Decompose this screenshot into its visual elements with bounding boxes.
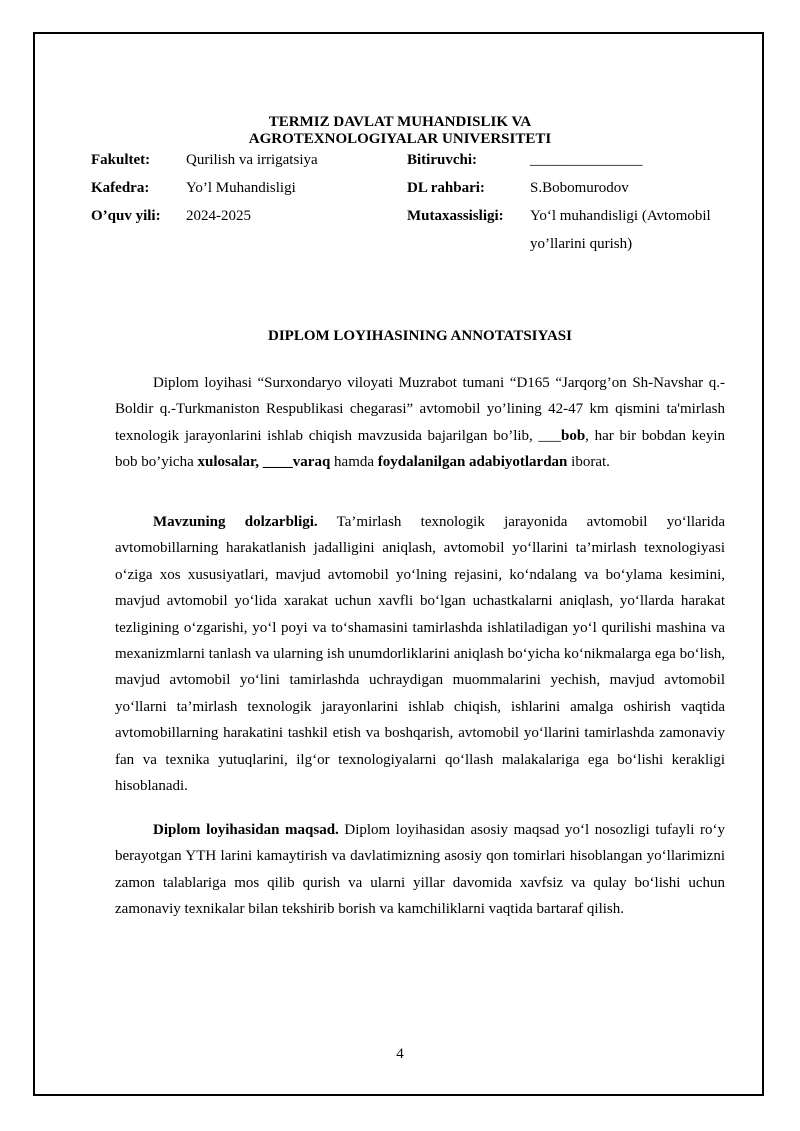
kafedra-value: Yo’l Muhandisligi	[186, 180, 296, 196]
page-number: 4	[396, 1046, 404, 1062]
dl-rahbari-label: DL rahbari:	[407, 180, 485, 196]
intro-text-3: hamda	[330, 454, 378, 471]
intro-text-2: , har bir bobdan keyin bob bo’yicha	[115, 427, 725, 471]
paragraph-relevance	[115, 509, 725, 799]
intro-bold-bob: bob	[560, 427, 586, 444]
paragraph-intro	[115, 370, 725, 476]
goal-text: Diplom loyihasidan asosiy maqsad yo‘l nosozligi tufayli ro‘y berayotgan YTH larini kamaytirish va davlatimizning asosiy qon tomirlari hisoblangan yo‘llarimizni zamon talablariga mos qilib qurish va ularni yillar davomida xavfsiz va qulay bo‘lishi uchun zamonaviy texnikalar bilan tekshirib borish va kamchiliklarni vaqtida bartaraf qilish.	[115, 822, 726, 918]
intro-bold-xulosalar: xulosalar, ____varaq	[197, 454, 331, 471]
oquv-yili-label: O’quv yili:	[91, 208, 161, 224]
section-title: DIPLOM LOYIHASINING ANNOTATSIYASI	[268, 328, 572, 344]
dl-rahbari-value: S.Bobomurodov	[530, 180, 629, 196]
goal-heading: Diplom loyihasidan maqsad.	[153, 822, 339, 838]
oquv-yili-value: 2024-2025	[186, 208, 251, 224]
university-title-line1: TERMIZ DAVLAT MUHANDISLIK VA	[268, 114, 532, 130]
mutaxassisligi-value-line2: yo’llarini qurish)	[530, 236, 633, 252]
bitiruvchi-value: _______________	[530, 152, 643, 168]
mutaxassisligi-value-line1: Yo‘l muhandisligi (Avtomobil	[530, 208, 711, 224]
university-title-line2: AGROTEXNOLOGIYALAR UNIVERSITETI	[248, 131, 552, 147]
intro-text-1: Diplom loyihasi “Surxondaryo viloyati Muzrabot tumani “D165 “Jarqorg’on Sh-Navshar q.-Boldir q.-Turkmaniston Respublikasi chegarasi” avtomobil yo’lining 42-47 km qismini ta'mirlash texnologik jarayonlarini ishlab chiqish mavzusida bajarilgan bo’lib, ___	[115, 375, 725, 444]
bitiruvchi-label: Bitiruvchi:	[407, 152, 477, 168]
relevance-text: Ta’mirlash texnologik jarayonida avtomobil yo‘llarida avtomobillarning harakatlanish jadalligini aniqlash, avtomobil yo‘llarini ta’mirlash texnologiyasi o‘ziga xos xususiyatlari, mavjud avtomobil yo‘lning rejasini, ko‘ndalang va bo‘ylama kesimini, mavjud avtomobil yo‘lida xarakat uchun xavfli bo‘lgan uchastkalarni aniqlash, yo‘llarda harakat tezligining o‘zgarishi, yo‘l poyi va to‘shamasini tamirlashda ishlatiladigan yo‘l qurilishi mashina va mexanizmlarni tanlash va ularning ish unumdorliklarini aniqlash bo‘yicha ko‘nikmalarga ega bo‘lish, mavjud avtomobil yo‘lini tamirlashda uchraydigan muommalarini yechish, mavjud avtomobil yo‘llarni ta’mirlash texnologik jarayonlarini ishlab chiqish, ishlarini amalga oshirish vaqtida avtomobillarning harakatini tashkil etish va boshqarish, avtomobil yo‘llarini tamirlashda zamonaviy fan va texnika yutuqlarini, ilg‘or texnologiyalarni qo‘llash malakalariga ega bo‘lishi kerakligi hisoblanadi.	[115, 514, 726, 795]
paragraph-goal	[115, 817, 725, 923]
fakultet-value: Qurilish va irrigatsiya	[186, 152, 318, 168]
relevance-heading: Mavzuning dolzarbligi.	[153, 514, 318, 530]
university-title	[150, 114, 650, 148]
kafedra-label: Kafedra:	[91, 180, 150, 196]
intro-bold-adabiyotlar: foydalanilgan adabiyotlardan	[377, 454, 568, 471]
intro-text-4: iborat.	[567, 454, 610, 471]
mutaxassisligi-label: Mutaxassisligi:	[407, 208, 504, 224]
fakultet-label: Fakultet:	[91, 152, 151, 168]
